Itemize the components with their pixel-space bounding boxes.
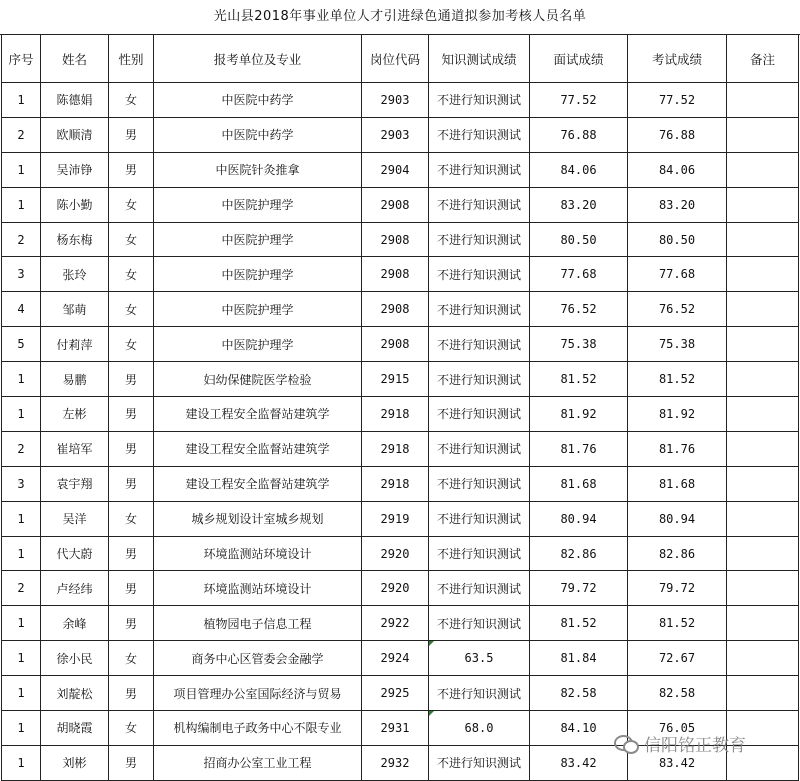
- gender-cell: 女: [109, 257, 154, 292]
- unit-cell: 中医院中药学: [154, 83, 362, 118]
- col-header-total: 考试成绩: [628, 35, 727, 83]
- code-cell: 2918: [362, 397, 429, 432]
- col-header-name: 姓名: [41, 35, 109, 83]
- gender-cell: 男: [109, 745, 154, 780]
- unit-cell: 中医院护理学: [154, 187, 362, 222]
- gender-cell: 男: [109, 397, 154, 432]
- gender-cell: 男: [109, 152, 154, 187]
- gender-cell: 女: [109, 292, 154, 327]
- knowledge-cell: 不进行知识测试: [429, 431, 530, 466]
- interview-cell: 82.86: [530, 536, 628, 571]
- name-cell: 陈小勤: [41, 187, 109, 222]
- name-cell: 余峰: [41, 606, 109, 641]
- interview-cell: 77.52: [530, 83, 628, 118]
- seq-cell: 1: [2, 187, 41, 222]
- total-cell: 83.20: [628, 187, 727, 222]
- unit-cell: 中医院护理学: [154, 292, 362, 327]
- knowledge-cell: 63.5: [429, 641, 530, 676]
- name-cell: 袁宇翔: [41, 466, 109, 501]
- code-cell: 2920: [362, 571, 429, 606]
- total-cell: 76.05: [628, 711, 727, 746]
- gender-cell: 男: [109, 606, 154, 641]
- seq-cell: 3: [2, 257, 41, 292]
- note-cell: [727, 117, 799, 152]
- watermark: [614, 730, 746, 756]
- name-cell: 徐小民: [41, 641, 109, 676]
- code-cell: 2920: [362, 536, 429, 571]
- col-header-seq: 序号: [2, 35, 41, 83]
- name-cell: 刘靛松: [41, 676, 109, 711]
- col-header-code: 岗位代码: [362, 35, 429, 83]
- seq-cell: 1: [2, 397, 41, 432]
- total-cell: 81.76: [628, 431, 727, 466]
- note-cell: [727, 327, 799, 362]
- note-cell: [727, 397, 799, 432]
- total-cell: 81.52: [628, 606, 727, 641]
- page-title: 光山县2018年事业单位人才引进绿色通道拟参加考核人员名单: [0, 0, 800, 35]
- knowledge-cell: 不进行知识测试: [429, 676, 530, 711]
- table-row: [2, 536, 799, 571]
- col-header-knowledge: 知识测试成绩: [429, 35, 530, 83]
- interview-cell: 83.20: [530, 187, 628, 222]
- table-row: [2, 466, 799, 501]
- note-cell: [727, 83, 799, 118]
- name-cell: 胡晓霞: [41, 711, 109, 746]
- knowledge-cell: 不进行知识测试: [429, 83, 530, 118]
- note-cell: [727, 362, 799, 397]
- total-cell: 77.52: [628, 83, 727, 118]
- code-cell: 2904: [362, 152, 429, 187]
- total-cell: 76.88: [628, 117, 727, 152]
- total-cell: 82.58: [628, 676, 727, 711]
- seq-cell: 1: [2, 711, 41, 746]
- note-cell: [727, 152, 799, 187]
- knowledge-cell: 不进行知识测试: [429, 536, 530, 571]
- interview-cell: 75.38: [530, 327, 628, 362]
- code-cell: 2918: [362, 431, 429, 466]
- gender-cell: 女: [109, 187, 154, 222]
- gender-cell: 女: [109, 501, 154, 536]
- interview-cell: 81.84: [530, 641, 628, 676]
- name-cell: 吴沛铮: [41, 152, 109, 187]
- knowledge-cell: 不进行知识测试: [429, 257, 530, 292]
- knowledge-cell: 不进行知识测试: [429, 501, 530, 536]
- col-header-note: 备注: [727, 35, 799, 83]
- gender-cell: 男: [109, 536, 154, 571]
- unit-cell: 中医院护理学: [154, 222, 362, 257]
- name-cell: 欧顺清: [41, 117, 109, 152]
- knowledge-cell: 不进行知识测试: [429, 745, 530, 780]
- candidate-table: [1, 34, 799, 781]
- seq-cell: 1: [2, 501, 41, 536]
- name-cell: 易鹏: [41, 362, 109, 397]
- name-cell: 代大蔚: [41, 536, 109, 571]
- table-row: [2, 257, 799, 292]
- code-cell: 2908: [362, 257, 429, 292]
- seq-cell: 1: [2, 606, 41, 641]
- unit-cell: 招商办公室工业工程: [154, 745, 362, 780]
- table-row: [2, 641, 799, 676]
- gender-cell: 女: [109, 641, 154, 676]
- table-row: [2, 606, 799, 641]
- unit-cell: 建设工程安全监督站建筑学: [154, 431, 362, 466]
- unit-cell: 妇幼保健院医学检验: [154, 362, 362, 397]
- unit-cell: 建设工程安全监督站建筑学: [154, 466, 362, 501]
- table-row: [2, 397, 799, 432]
- knowledge-cell: 不进行知识测试: [429, 222, 530, 257]
- unit-cell: 机构编制电子政务中心不限专业: [154, 711, 362, 746]
- note-cell: [727, 187, 799, 222]
- gender-cell: 女: [109, 711, 154, 746]
- seq-cell: 1: [2, 676, 41, 711]
- note-cell: [727, 292, 799, 327]
- code-cell: 2922: [362, 606, 429, 641]
- unit-cell: 中医院中药学: [154, 117, 362, 152]
- interview-cell: 84.06: [530, 152, 628, 187]
- code-cell: 2903: [362, 83, 429, 118]
- gender-cell: 女: [109, 222, 154, 257]
- interview-cell: 79.72: [530, 571, 628, 606]
- seq-cell: 5: [2, 327, 41, 362]
- table-row: [2, 83, 799, 118]
- code-cell: 2924: [362, 641, 429, 676]
- unit-cell: 商务中心区管委会金融学: [154, 641, 362, 676]
- name-cell: 邹萌: [41, 292, 109, 327]
- interview-cell: 81.68: [530, 466, 628, 501]
- total-cell: 82.86: [628, 536, 727, 571]
- table-row: [2, 117, 799, 152]
- code-cell: 2918: [362, 466, 429, 501]
- table-row: [2, 327, 799, 362]
- seq-cell: 1: [2, 745, 41, 780]
- wechat-icon: [614, 733, 638, 753]
- note-cell: [727, 641, 799, 676]
- note-cell: [727, 257, 799, 292]
- seq-cell: 1: [2, 152, 41, 187]
- table-row: [2, 187, 799, 222]
- note-cell: [727, 222, 799, 257]
- col-header-interview: 面试成绩: [530, 35, 628, 83]
- interview-cell: 83.42: [530, 745, 628, 780]
- interview-cell: 81.52: [530, 606, 628, 641]
- code-cell: 2932: [362, 745, 429, 780]
- unit-cell: 环境监测站环境设计: [154, 536, 362, 571]
- seq-cell: 4: [2, 292, 41, 327]
- knowledge-cell: 不进行知识测试: [429, 187, 530, 222]
- interview-cell: 77.68: [530, 257, 628, 292]
- note-cell: [727, 431, 799, 466]
- gender-cell: 男: [109, 676, 154, 711]
- interview-cell: 81.92: [530, 397, 628, 432]
- gender-cell: 男: [109, 466, 154, 501]
- note-cell: [727, 501, 799, 536]
- watermark-text: 信阳铭正教育: [644, 735, 746, 756]
- name-cell: 杨东梅: [41, 222, 109, 257]
- code-cell: 2908: [362, 222, 429, 257]
- unit-cell: 建设工程安全监督站建筑学: [154, 397, 362, 432]
- total-cell: 76.52: [628, 292, 727, 327]
- seq-cell: 1: [2, 641, 41, 676]
- table-row: [2, 431, 799, 466]
- total-cell: 77.68: [628, 257, 727, 292]
- seq-cell: 2: [2, 222, 41, 257]
- knowledge-cell: 不进行知识测试: [429, 466, 530, 501]
- unit-cell: 环境监测站环境设计: [154, 571, 362, 606]
- knowledge-cell: 不进行知识测试: [429, 327, 530, 362]
- unit-cell: 城乡规划设计室城乡规划: [154, 501, 362, 536]
- table-row: [2, 501, 799, 536]
- header-row: [2, 35, 799, 83]
- knowledge-cell: 不进行知识测试: [429, 606, 530, 641]
- name-cell: 陈德娟: [41, 83, 109, 118]
- gender-cell: 女: [109, 83, 154, 118]
- name-cell: 卢经纬: [41, 571, 109, 606]
- col-header-unit: 报考单位及专业: [154, 35, 362, 83]
- gender-cell: 男: [109, 571, 154, 606]
- code-cell: 2908: [362, 327, 429, 362]
- note-cell: [727, 536, 799, 571]
- name-cell: 付莉萍: [41, 327, 109, 362]
- name-cell: 吴洋: [41, 501, 109, 536]
- interview-cell: 84.10: [530, 711, 628, 746]
- seq-cell: 3: [2, 466, 41, 501]
- table-row: [2, 292, 799, 327]
- total-cell: 83.42: [628, 745, 727, 780]
- code-cell: 2925: [362, 676, 429, 711]
- table-row: [2, 222, 799, 257]
- interview-cell: 76.52: [530, 292, 628, 327]
- seq-cell: 2: [2, 571, 41, 606]
- total-cell: 81.92: [628, 397, 727, 432]
- note-cell: [727, 606, 799, 641]
- name-cell: 左彬: [41, 397, 109, 432]
- name-cell: 刘彬: [41, 745, 109, 780]
- interview-cell: 80.94: [530, 501, 628, 536]
- code-cell: 2931: [362, 711, 429, 746]
- note-cell: [727, 466, 799, 501]
- unit-cell: 植物园电子信息工程: [154, 606, 362, 641]
- interview-cell: 82.58: [530, 676, 628, 711]
- unit-cell: 中医院护理学: [154, 327, 362, 362]
- seq-cell: 1: [2, 536, 41, 571]
- name-cell: 张玲: [41, 257, 109, 292]
- seq-cell: 2: [2, 431, 41, 466]
- col-header-gender: 性别: [109, 35, 154, 83]
- interview-cell: 80.50: [530, 222, 628, 257]
- note-cell: [727, 571, 799, 606]
- knowledge-cell: 68.0: [429, 711, 530, 746]
- interview-cell: 81.76: [530, 431, 628, 466]
- seq-cell: 1: [2, 362, 41, 397]
- gender-cell: 男: [109, 362, 154, 397]
- knowledge-cell: 不进行知识测试: [429, 292, 530, 327]
- code-cell: 2908: [362, 187, 429, 222]
- seq-cell: 2: [2, 117, 41, 152]
- code-cell: 2919: [362, 501, 429, 536]
- gender-cell: 男: [109, 117, 154, 152]
- code-cell: 2903: [362, 117, 429, 152]
- unit-cell: 项目管理办公室国际经济与贸易: [154, 676, 362, 711]
- code-cell: 2915: [362, 362, 429, 397]
- knowledge-cell: 不进行知识测试: [429, 117, 530, 152]
- knowledge-cell: 不进行知识测试: [429, 152, 530, 187]
- unit-cell: 中医院针灸推拿: [154, 152, 362, 187]
- total-cell: 80.50: [628, 222, 727, 257]
- total-cell: 72.67: [628, 641, 727, 676]
- table-row: [2, 152, 799, 187]
- knowledge-cell: 不进行知识测试: [429, 362, 530, 397]
- note-cell: [727, 676, 799, 711]
- seq-cell: 1: [2, 83, 41, 118]
- gender-cell: 女: [109, 327, 154, 362]
- knowledge-cell: 不进行知识测试: [429, 397, 530, 432]
- gender-cell: 男: [109, 431, 154, 466]
- name-cell: 崔培军: [41, 431, 109, 466]
- table-row: [2, 571, 799, 606]
- total-cell: 81.68: [628, 466, 727, 501]
- interview-cell: 76.88: [530, 117, 628, 152]
- total-cell: 79.72: [628, 571, 727, 606]
- interview-cell: 81.52: [530, 362, 628, 397]
- table-row: [2, 362, 799, 397]
- total-cell: 75.38: [628, 327, 727, 362]
- total-cell: 81.52: [628, 362, 727, 397]
- knowledge-cell: 不进行知识测试: [429, 571, 530, 606]
- code-cell: 2908: [362, 292, 429, 327]
- table-row: [2, 676, 799, 711]
- total-cell: 84.06: [628, 152, 727, 187]
- total-cell: 80.94: [628, 501, 727, 536]
- unit-cell: 中医院护理学: [154, 257, 362, 292]
